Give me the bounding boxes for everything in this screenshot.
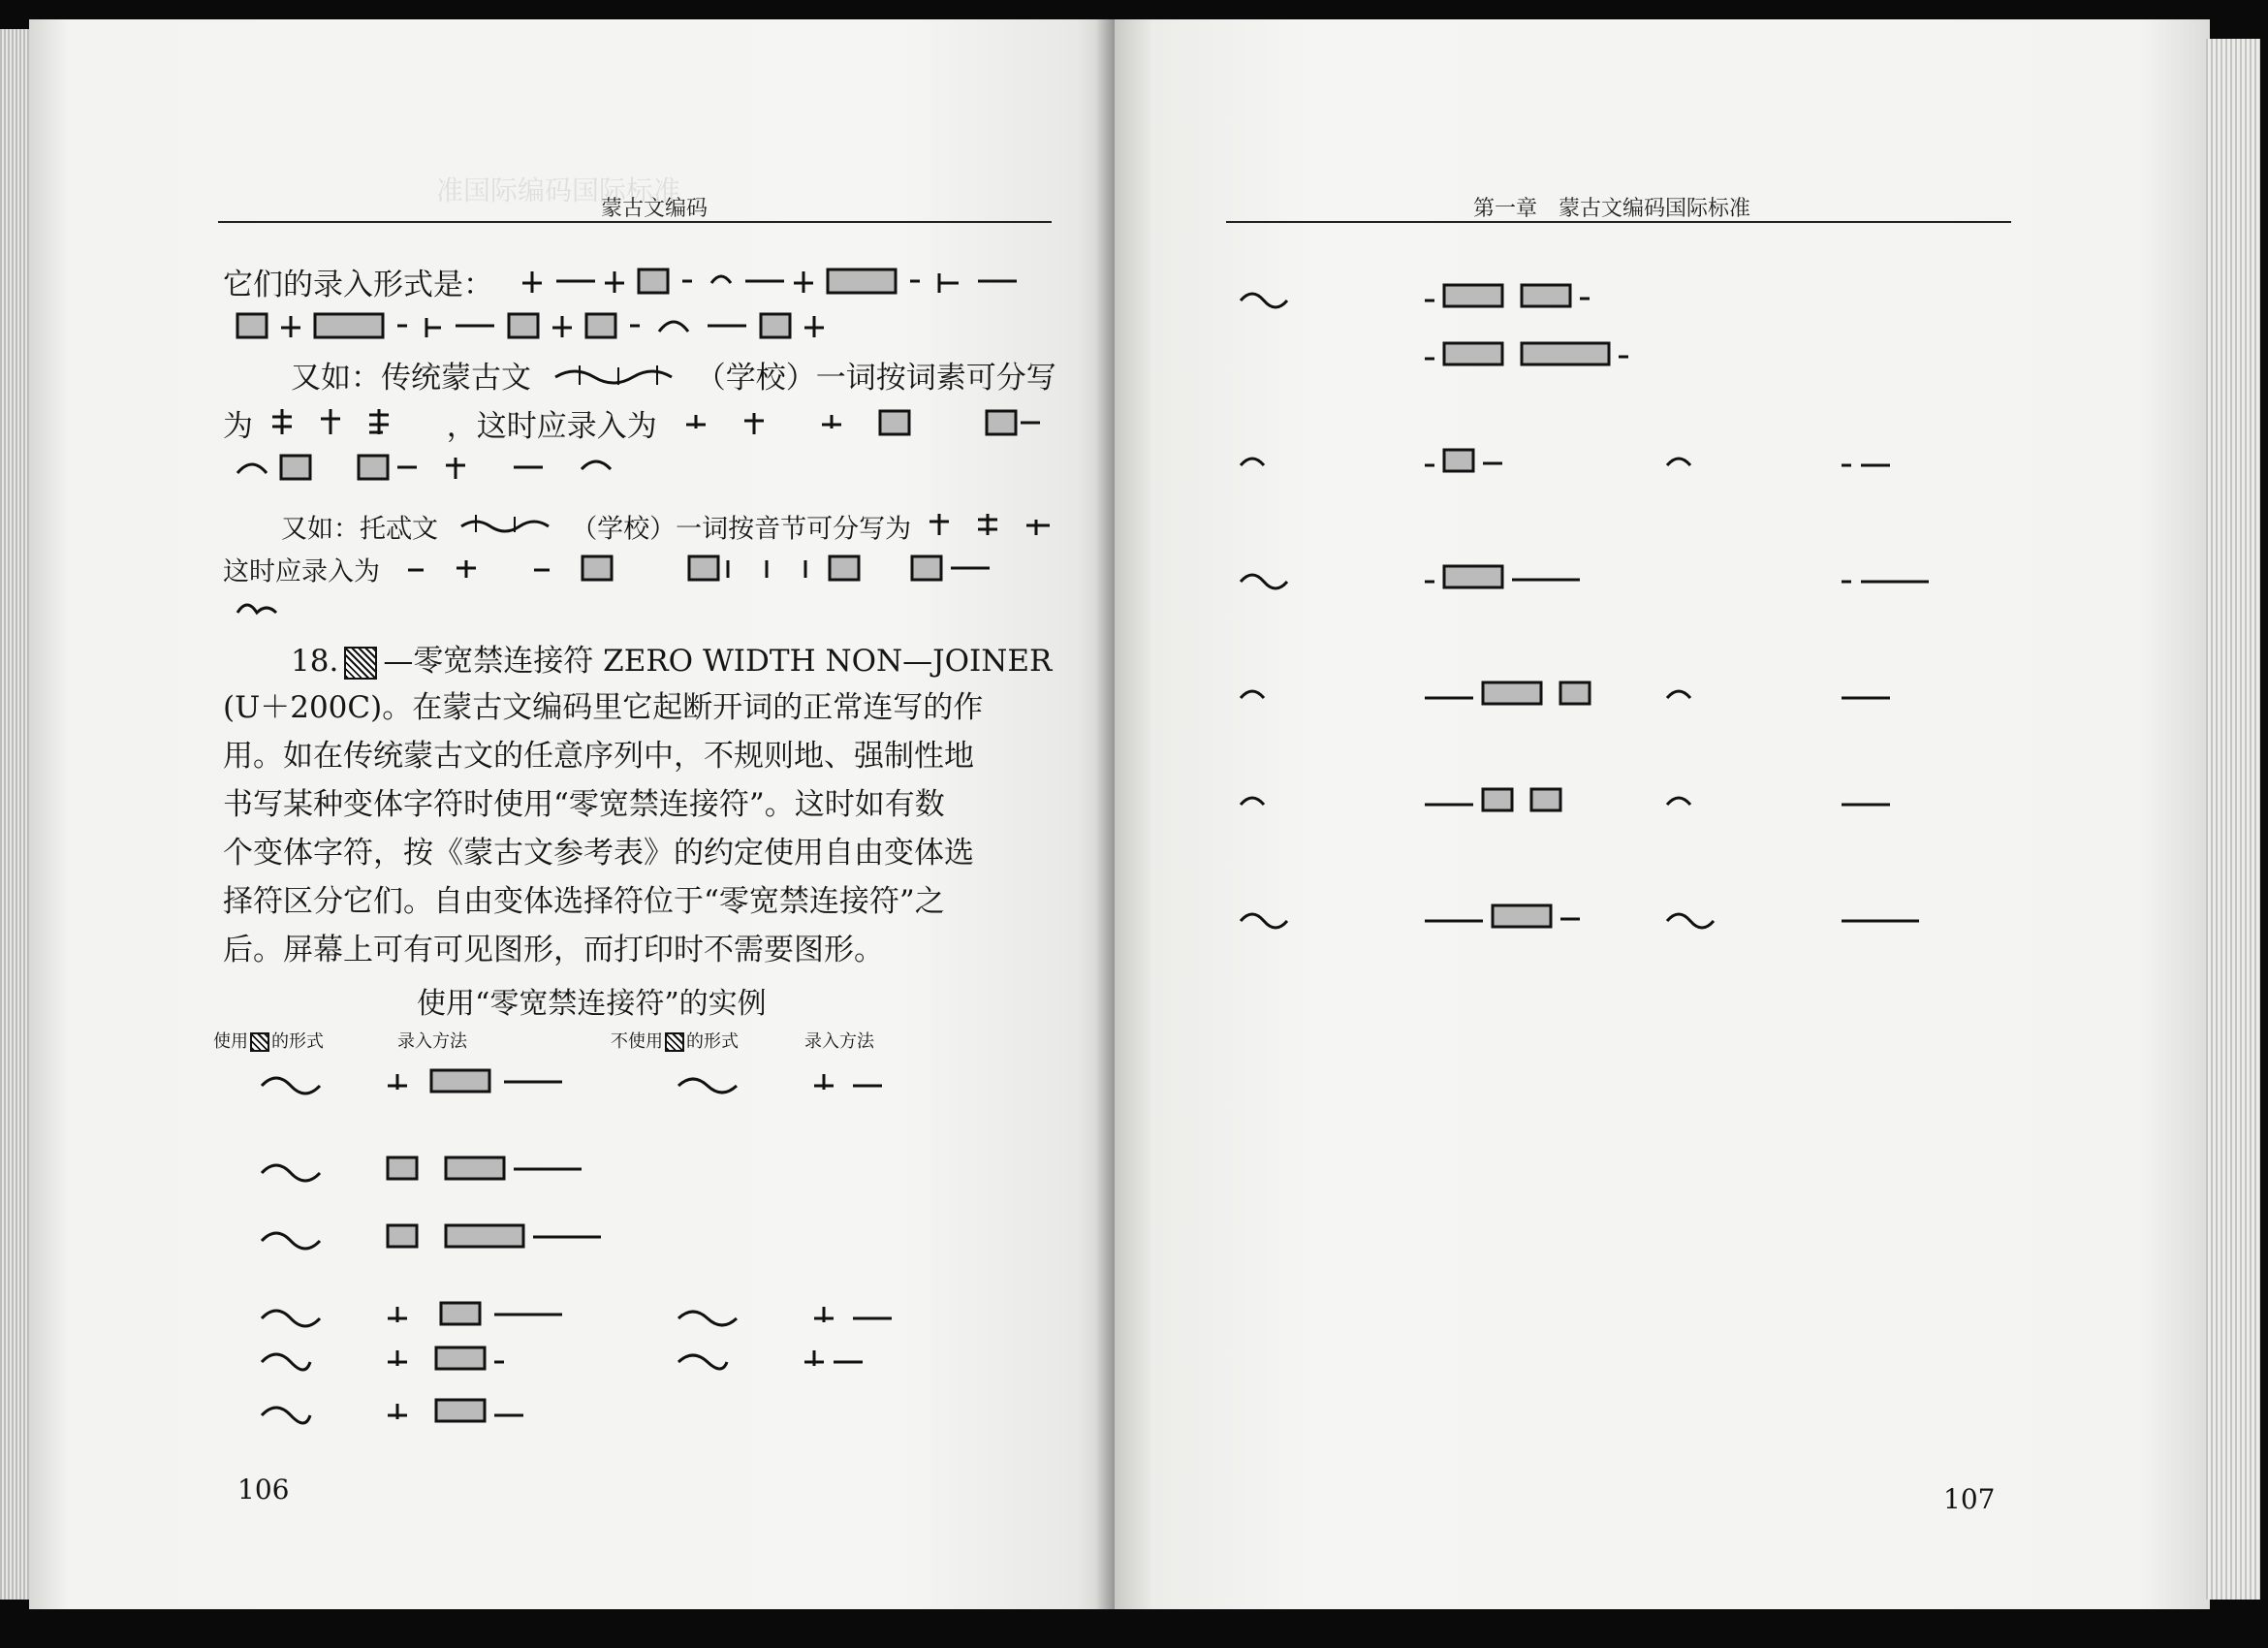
text-line-3: 又如：传统蒙古文 （学校）一词按词素可分写 bbox=[291, 357, 1056, 401]
col-head-input-2: 录入方法 bbox=[804, 1031, 874, 1052]
mongolian-script-sample bbox=[233, 308, 853, 354]
todo-input-sequence bbox=[398, 551, 999, 595]
running-header-left: 蒙古文编码 bbox=[601, 197, 709, 221]
page-number-left: 106 bbox=[237, 1474, 290, 1505]
header-rule-right bbox=[1226, 221, 2011, 223]
example-rows-lower bbox=[252, 1338, 1047, 1444]
zwnj-symbol-icon bbox=[344, 647, 377, 680]
text-line-11: 用。如在传统蒙古文的任意序列中，不规则地、强制性地 bbox=[223, 739, 974, 774]
zwnj-heading: 18. —零宽禁连接符 ZERO WIDTH NON—JOINER bbox=[291, 644, 1053, 679]
page-edges-left bbox=[0, 29, 33, 1600]
text-line-6: 又如：托忒文 （学校）一词按音节可分写为 bbox=[281, 510, 1085, 551]
right-page bbox=[1115, 19, 2210, 1609]
mongolian-word-school bbox=[551, 358, 677, 401]
mongolian-syllables bbox=[272, 405, 427, 451]
col-head-with-zwnj: 使用 的形式 bbox=[213, 1031, 324, 1052]
text-line-4: 为 ，这时应录入为 bbox=[223, 405, 1055, 451]
header-rule-left bbox=[218, 221, 1052, 223]
text-line-12: 书写某种变体字符时使用“零宽禁连接符”。这时如有数 bbox=[223, 787, 945, 822]
text-line-8 bbox=[223, 591, 291, 632]
todo-input-end bbox=[233, 591, 281, 632]
zwnj-symbol-icon bbox=[250, 1032, 269, 1052]
page-edges-right bbox=[2206, 39, 2260, 1600]
text-line-1: 它们的录入形式是： bbox=[223, 264, 1065, 309]
text-line-7: 这时应录入为 bbox=[223, 551, 1009, 595]
todo-word-school bbox=[457, 511, 553, 550]
text-line-10: (U＋200C)。在蒙古文编码里它起断开词的正常连写的作 bbox=[223, 690, 984, 725]
text-line-2 bbox=[223, 308, 863, 354]
mongolian-input-sequence bbox=[677, 405, 1045, 451]
col-head-input-1: 录入方法 bbox=[397, 1031, 467, 1052]
left-page bbox=[29, 19, 1115, 1609]
mongolian-script-sample bbox=[513, 264, 1055, 309]
bleed-through-header: 准国际编码国际标准 bbox=[436, 174, 681, 206]
text-line-14: 择符区分它们。自由变体选择符位于“零宽禁连接符”之 bbox=[223, 884, 945, 919]
zwnj-symbol-icon bbox=[665, 1032, 684, 1052]
page-number-right: 107 bbox=[1943, 1483, 1996, 1515]
table-caption: 使用“零宽禁连接符”的实例 bbox=[417, 987, 767, 1021]
running-header-right: 第一章 蒙古文编码国际标准 bbox=[1473, 197, 1751, 221]
text-line-15: 后。屏幕上可有可见图形，而打印时不需要图形。 bbox=[223, 933, 884, 967]
text-line-5 bbox=[223, 450, 649, 495]
mongolian-input-sequence bbox=[233, 450, 640, 495]
mongolian-examples-right bbox=[1231, 262, 2064, 998]
todo-syllables bbox=[929, 510, 1075, 551]
col-head-without-zwnj: 不使用 的形式 bbox=[611, 1031, 739, 1052]
text-line-13: 个变体字符，按《蒙古文参考表》的约定使用自由变体选 bbox=[223, 836, 974, 871]
